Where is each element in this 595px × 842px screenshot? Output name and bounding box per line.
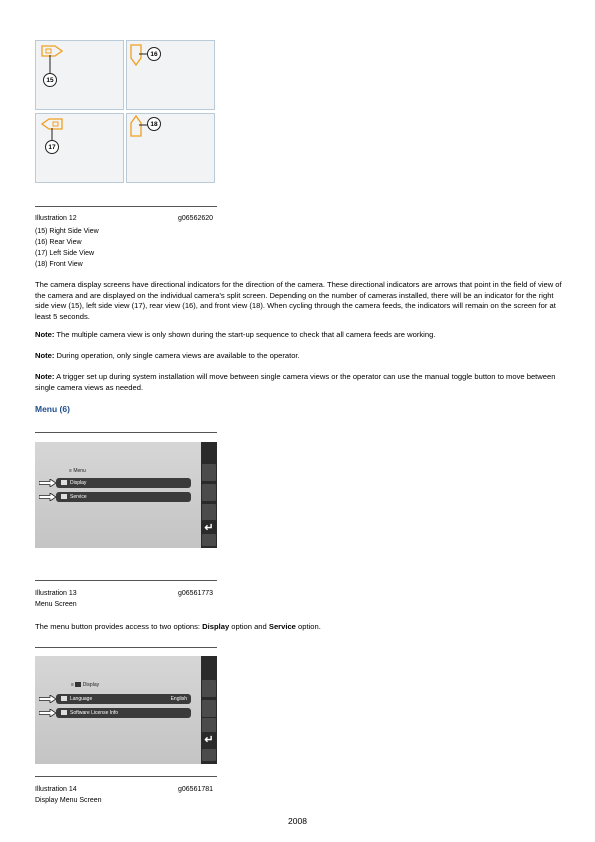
hamburger-icon: ≡ bbox=[71, 682, 74, 688]
quadrant-rear-view bbox=[126, 40, 215, 110]
language-value: English bbox=[170, 696, 187, 702]
illustration-13-code: g06561773 bbox=[178, 590, 214, 597]
callout-15: 15 bbox=[43, 73, 57, 87]
side-button bbox=[202, 534, 216, 546]
view-list-item: (15) Right Side View bbox=[35, 228, 99, 235]
illustration-13-label: Illustration 13 bbox=[35, 590, 77, 597]
menu-item-software-license: Software License Info bbox=[56, 708, 191, 718]
side-button bbox=[202, 464, 216, 481]
menu-item-language: Language English bbox=[56, 694, 191, 704]
figure-divider bbox=[35, 432, 217, 433]
right-direction-indicator-icon bbox=[41, 45, 63, 57]
quadrant-left-side-view bbox=[35, 113, 124, 183]
figure-divider bbox=[35, 580, 217, 581]
callout-16: 16 bbox=[147, 47, 161, 61]
note-label: Note: bbox=[35, 351, 55, 360]
side-button bbox=[202, 504, 216, 521]
back-icon: ↵ bbox=[202, 520, 216, 537]
view-list-item: (16) Rear View bbox=[35, 239, 82, 246]
illustration-12-label: Illustration 12 bbox=[35, 215, 77, 222]
menu-screen-image bbox=[35, 442, 217, 548]
note-paragraph bbox=[35, 351, 563, 362]
quadrant-right-side-view bbox=[35, 40, 124, 110]
illustration-14-label: Illustration 14 bbox=[35, 786, 77, 793]
note-text: During operation, only single camera views are available to the operator. bbox=[54, 351, 300, 360]
page-number: 2008 bbox=[288, 816, 307, 826]
note-text: A trigger set up during system installation will move between single camera views or the operator can use the manual toggle button to move between single camera views as needed. bbox=[35, 372, 556, 392]
side-button bbox=[202, 749, 216, 761]
display-menu-screen-image bbox=[35, 656, 217, 764]
menu-section-heading: Menu (6) bbox=[35, 404, 70, 414]
illustration-12-code: g06562620 bbox=[178, 215, 214, 222]
hamburger-icon: ≡ bbox=[69, 468, 72, 474]
figure-divider bbox=[35, 776, 217, 777]
callout-17: 17 bbox=[45, 140, 59, 154]
note-paragraph bbox=[35, 372, 563, 393]
note-label: Note: bbox=[35, 372, 55, 381]
note-paragraph bbox=[35, 330, 563, 341]
side-button bbox=[202, 680, 216, 697]
display-icon bbox=[75, 682, 81, 687]
view-list-item: (18) Front View bbox=[35, 261, 83, 268]
side-button bbox=[202, 700, 216, 717]
view-list-item: (17) Left Side View bbox=[35, 250, 95, 257]
language-icon bbox=[61, 696, 67, 701]
wrench-icon bbox=[61, 494, 67, 499]
callout-18: 18 bbox=[147, 117, 161, 131]
display-menu-title: ≡ Display bbox=[71, 682, 100, 688]
figure-divider bbox=[35, 647, 217, 648]
pointer-arrow-icon bbox=[39, 479, 57, 487]
illustration-14-code: g06561781 bbox=[178, 786, 214, 793]
figure-divider bbox=[35, 206, 217, 207]
menu-title: ≡ Menu bbox=[69, 468, 86, 474]
pointer-arrow-icon bbox=[39, 695, 57, 703]
illustration-14-caption: Display Menu Screen bbox=[35, 797, 102, 804]
side-button bbox=[202, 484, 216, 501]
pointer-arrow-icon bbox=[39, 493, 57, 501]
indicator-description-paragraph: The camera display screens have directional indicators for the direction of the camera. These directional indicators are arrows that point in the field of view of the camera and are displayed on the individual camera's split screen. Depending on the number of cameras installed, there will be an indicator for the right side view (15), left side view (17), rear view (16), and front view (18). When cycling through the camera feeds, the indicators will remain on the screen for at least 5 seconds. bbox=[35, 280, 562, 321]
screen-side-buttons bbox=[201, 442, 217, 548]
back-icon: ↵ bbox=[202, 732, 216, 749]
display-icon bbox=[61, 480, 67, 485]
screen-side-buttons bbox=[201, 656, 217, 764]
info-icon bbox=[61, 710, 67, 715]
note-label: Note: bbox=[35, 330, 55, 339]
quadrant-front-view bbox=[126, 113, 215, 183]
menu-description-paragraph: The menu button provides access to two options: Display option and Service option. bbox=[35, 622, 321, 631]
menu-item-display: Display bbox=[56, 478, 191, 488]
pointer-arrow-icon bbox=[39, 709, 57, 717]
menu-item-service: Service bbox=[56, 492, 191, 502]
note-text: The multiple camera view is only shown during the start-up sequence to check that all camera feeds are working. bbox=[54, 330, 436, 339]
illustration-13-caption: Menu Screen bbox=[35, 601, 77, 608]
